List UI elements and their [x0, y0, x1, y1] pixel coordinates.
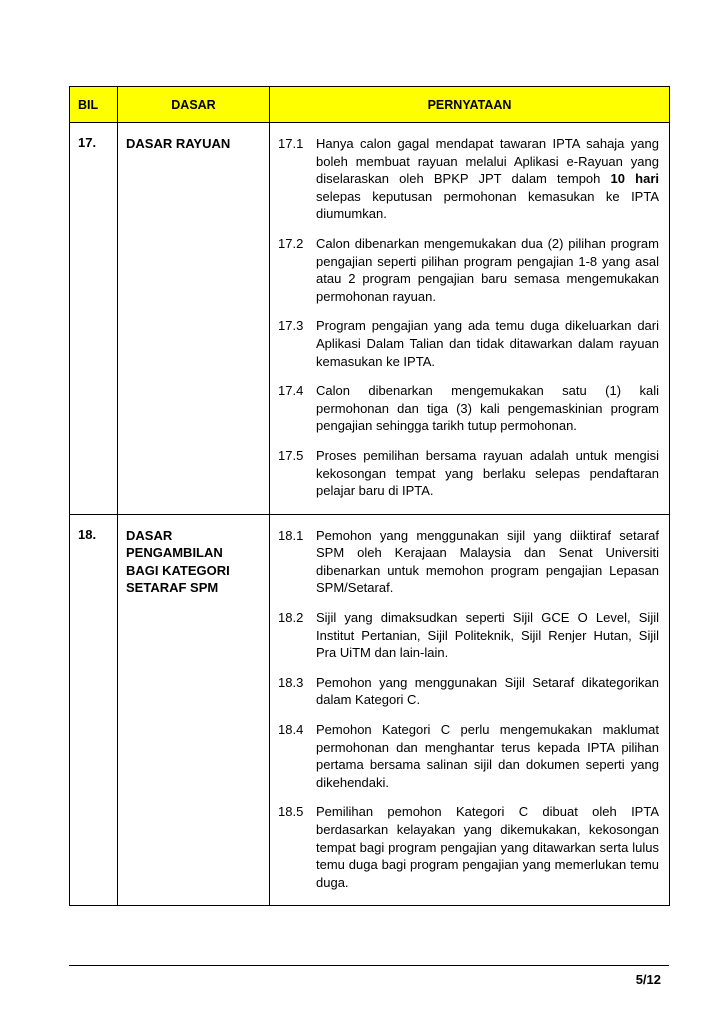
statement-fragment: Pemohon yang menggunakan sijil yang diiktiraf setaraf SPM oleh Kerajaan Malaysia dan Senat Universiti dibenarkan untuk memohon program pengajian Lepasan SPM/Setaraf.	[316, 527, 659, 596]
policy-table	[69, 86, 670, 906]
statement-number: 17.3	[278, 318, 304, 334]
header-dasar: DASAR	[118, 87, 270, 123]
table-row	[70, 123, 670, 515]
statement-number: 18.4	[278, 722, 304, 738]
bil-cell: 17.	[70, 123, 118, 515]
statement-text	[316, 803, 659, 891]
statement-fragment: Pemohon Kategori C perlu mengemukakan maklumat permohonan dan menghantar terus kepada IPTA pilihan pertama bersama salinan sijil dan dokumen seperti yang dikehendaki.	[316, 722, 659, 790]
dasar-line: BAGI KATEGORI	[126, 562, 230, 578]
statement-item	[278, 674, 659, 709]
dasar-cell	[118, 123, 270, 515]
table-header-row	[70, 87, 670, 123]
statement-item	[278, 721, 659, 791]
bil-cell: 18.	[70, 514, 118, 906]
statement-fragment: Calon dibenarkan mengemukakan dua (2) pilihan program pengajian seperti pilihan program pengajian 1-8 yang asal atau 2 program pengajian baru semasa mengemukakan permohonan rayuan.	[316, 235, 659, 304]
statement-item	[278, 317, 659, 370]
header-bil: BIL	[70, 87, 118, 123]
page-number: 5/12	[635, 972, 661, 987]
dasar-line: PENGAMBILAN	[126, 545, 223, 561]
statement-number: 17.1	[278, 136, 304, 151]
dasar-line: DASAR	[126, 527, 173, 543]
statement-item	[278, 382, 659, 435]
statement-text	[316, 721, 659, 791]
statement-fragment: Sijil yang dimaksudkan seperti Sijil GCE O Level, Sijil Institut Pertanian, Sijil Politeknik, Sijil Renjer Hutan, Sijil Pra UiTM dan lain-lain.	[316, 610, 659, 661]
statement-text	[316, 317, 659, 370]
statement-item	[278, 609, 659, 662]
pernyataan-cell	[270, 123, 670, 515]
dasar-line: DASAR RAYUAN	[126, 136, 231, 151]
statement-number: 17.2	[278, 235, 304, 251]
statement-fragment: selepas keputusan permohonan kemasukan ke IPTA diumumkan.	[316, 188, 659, 222]
statement-number: 17.4	[278, 383, 304, 399]
statement-text	[316, 674, 659, 709]
statement-item	[278, 527, 659, 597]
statement-item	[278, 803, 659, 891]
header-pernyataan: PERNYATAAN	[270, 87, 670, 123]
table-body	[70, 123, 670, 906]
statement-text	[316, 447, 659, 500]
statement-number: 18.2	[278, 610, 304, 626]
page-footer	[69, 965, 669, 996]
statement-fragment: Pemilihan pemohon Kategori C dibuat oleh IPTA berdasarkan kelayakan yang dikemukakan, kekosongan tempat bagi program pengajian yang ditawarkan serta lulus temu duga bagi program pengajian yang memerlukan temu duga.	[316, 804, 659, 890]
statement-number: 18.1	[278, 527, 304, 543]
statement-text	[316, 235, 659, 305]
statement-fragment: Pemohon yang menggunakan Sijil Setaraf dikategorikan dalam Kategori C.	[316, 674, 659, 708]
statement-number: 18.5	[278, 804, 304, 820]
statement-fragment: Program pengajian yang ada temu duga dikeluarkan dari Aplikasi Dalam Talian dan tidak ditawarkan dalam rayuan kemasukan ke IPTA.	[316, 318, 659, 369]
statement-text	[316, 527, 659, 597]
dasar-cell	[118, 514, 270, 906]
statement-text	[316, 609, 659, 662]
statement-fragment: Hanya calon gagal mendapat tawaran IPTA sahaja yang boleh membuat rayuan melalui Aplikasi e-Rayuan yang diselaraskan oleh BPKP JPT dalam tempoh	[316, 136, 659, 187]
statement-text	[316, 135, 659, 223]
statement-text	[316, 382, 659, 435]
statement-item	[278, 447, 659, 500]
statement-number: 18.3	[278, 674, 304, 690]
dasar-line: SETARAF SPM	[126, 580, 219, 596]
statement-fragment: Calon dibenarkan mengemukakan satu (1) kali permohonan dan tiga (3) kali pengemaskinian program pengajian sehingga tarikh tutup permohonan.	[316, 383, 659, 434]
table-row	[70, 514, 670, 906]
statement-emphasis: 10 hari	[610, 171, 659, 187]
statement-item	[278, 135, 659, 223]
statement-number: 17.5	[278, 447, 304, 463]
pernyataan-cell	[270, 514, 670, 906]
statement-fragment: Proses pemilihan bersama rayuan adalah untuk mengisi kekosongan tempat yang berlaku selepas pendaftaran pelajar baru di IPTA.	[316, 447, 659, 499]
statement-item	[278, 235, 659, 305]
